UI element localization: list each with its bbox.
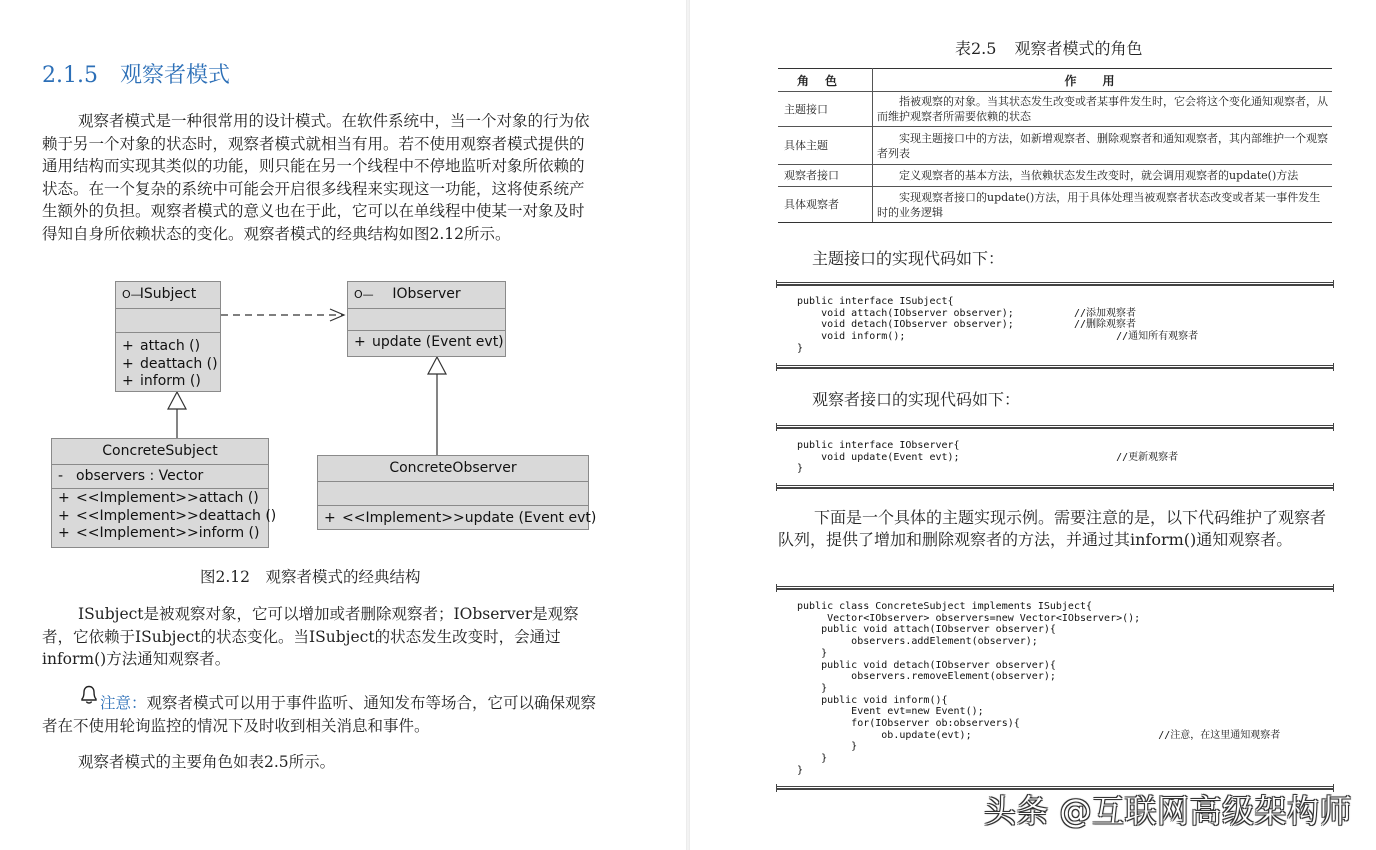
table-title: 观察者模式的角色 xyxy=(1014,39,1143,58)
figure-caption: 图2.12 观察者模式的经典结构 xyxy=(200,568,421,586)
realization-triangle-observer xyxy=(428,357,446,374)
code-block-iobserver: public interface IObserver{ void update(Event evt); //更新观察者 } xyxy=(797,440,1179,475)
uml-methods xyxy=(318,506,597,528)
concrete-intro-paragraph: 下面是一个具体的主题实现示例。需要注意的是，以下代码维护了观察者队列，提供了增加和删除观察者的方法，并通过其inform()通知观察者。 xyxy=(778,508,1327,549)
uml-class-title xyxy=(116,282,220,309)
code-rule-bottom xyxy=(776,365,1334,369)
desc-cell: 实现主题接口中的方法，如新增观察者、删除观察者和通知观察者，其内部维护一个观察者列表 xyxy=(873,127,1333,165)
interface-icon: O— xyxy=(122,288,142,301)
table-caption xyxy=(955,36,1160,59)
table-reference: 观察者模式的主要角色如表2.5所示。 xyxy=(78,753,336,771)
watermark: 头条 @互联网高级架构师 xyxy=(983,792,1352,830)
table-row xyxy=(778,187,1332,223)
uml-method: + deattach () xyxy=(122,355,218,372)
section-title: 观察者模式 xyxy=(119,63,230,88)
uml-methods xyxy=(348,331,505,352)
concrete-subject-name: ConcreteSubject xyxy=(102,443,218,459)
uml-class-isubject xyxy=(115,281,221,392)
note-label: 注意： xyxy=(100,694,147,712)
uml-class-title xyxy=(348,282,505,309)
uml-method: + <<Implement>>update (Event evt) xyxy=(324,510,597,526)
uml-attributes xyxy=(348,309,505,331)
uml-method: + <<Implement>>deattach () xyxy=(58,507,277,524)
explanation-text: ISubject是被观察对象，它可以增加或者删除观察者；IObserver是观察者，它依赖于ISubject的状态变化。当ISubject的状态发生改变时，会通过inform()方法通知观察者。 xyxy=(42,605,579,668)
interface-icon: O— xyxy=(354,288,374,301)
uml-attributes xyxy=(116,309,220,333)
uml-method: + <<Implement>>attach () xyxy=(58,490,259,506)
left-page xyxy=(0,0,686,850)
role-cell: 具体观察者 xyxy=(778,187,873,223)
uml-attributes xyxy=(52,465,268,489)
desc-cell: 实现观察者接口的update()方法，用于具体处理当被观察者状态改变或者某一事件发生时的业务逻辑 xyxy=(873,187,1333,223)
code-block-isubject: public interface ISubject{ void attach(IObserver observer); //添加观察者 void detach(IObserver observer); //删除观察者 void inform(); //通知所有观察者 } xyxy=(797,296,1199,354)
isubject-name: ISubject xyxy=(139,286,197,302)
right-page xyxy=(690,0,1376,850)
table-row xyxy=(778,127,1332,165)
desc-cell: 定义观察者的基本方法，当依赖状态发生改变时，就会调用观察者的update()方法 xyxy=(873,165,1333,187)
table-header-row xyxy=(778,69,1332,92)
table-row xyxy=(778,165,1332,187)
note-text: 观察者模式可以用于事件监听、通知发布等场合，它可以确保观察者在不使用轮询监控的情况下及时收到相关消息和事件。 xyxy=(42,694,597,735)
code-rule-top xyxy=(776,425,1334,429)
table-number: 表2.5 xyxy=(955,39,997,58)
uml-method: + <<Implement>>inform () xyxy=(58,525,260,541)
iobserver-name: IObserver xyxy=(392,286,461,302)
header-role: 角色 xyxy=(778,69,873,92)
uml-class-title xyxy=(52,439,268,465)
code-rule-bottom xyxy=(776,485,1334,489)
uml-attributes xyxy=(318,482,588,506)
uml-method: + attach () xyxy=(122,338,201,354)
concrete-observer-name: ConcreteObserver xyxy=(389,460,517,476)
role-cell: 观察者接口 xyxy=(778,165,873,187)
role-cell: 主题接口 xyxy=(778,92,873,127)
intro-text: 观察者模式是一种很常用的设计模式。在软件系统中，当一个对象的行为依赖于另一个对象的状态时，观察者模式就相当有用。若不使用观察者模式提供的通用结构而实现其类似的功能，则只能在另一个线程中不停地监听对象所依赖的状态。在一个复杂的系统中可能会开启很多线程来实现这一功能，这将使系统产生额外的负担。观察者模式的意义也在于此，它可以在单线程中使某一对象及时得知自身所依赖状态的变化。观察者模式的经典结构如图2.12所示。 xyxy=(42,112,590,243)
code-rule-top xyxy=(776,282,1334,286)
roles-table xyxy=(778,68,1332,223)
uml-methods xyxy=(116,333,220,391)
observer-code-intro: 观察者接口的实现代码如下： xyxy=(812,390,1021,409)
desc-cell: 指被观察的对象。当其状态发生改变或者某事件发生时，它会将这个变化通知观察者，从而维护观察者所需要依赖的状态 xyxy=(873,92,1333,127)
explanation-paragraph xyxy=(42,603,598,671)
uml-class-concrete-observer xyxy=(317,455,597,530)
code-block-concrete-subject: public class ConcreteSubject implements ISubject{ Vector<IObserver> observers=new Vector<IObserver>(); public void attach(IObserver observer){ observers.addElement(observer); } public void detach(IObserver observer){ observers.removeElement(observer); } public void inform(){ Event evt=new Event(); for(IObserver ob:observers){ ob.update(evt); //注意，在这里通知观察者 } } } xyxy=(797,601,1281,776)
uml-method: + update (Event evt) xyxy=(354,334,504,350)
realization-triangle-subject xyxy=(168,392,186,409)
uml-class-iobserver xyxy=(347,281,506,357)
uml-attribute: - observers : Vector xyxy=(58,468,204,484)
code-rule-top xyxy=(776,586,1334,590)
note-paragraph xyxy=(42,692,598,737)
header-function: 作用 xyxy=(873,69,1333,92)
subject-code-intro: 主题接口的实现代码如下： xyxy=(812,249,1005,268)
section-number: 2.1.5 xyxy=(42,63,98,88)
role-cell: 具体主题 xyxy=(778,127,873,165)
uml-methods xyxy=(52,489,277,543)
uml-class-concrete-subject xyxy=(51,438,277,548)
uml-class-title xyxy=(318,456,588,482)
table-row xyxy=(778,92,1332,127)
uml-method: + inform () xyxy=(122,373,201,389)
